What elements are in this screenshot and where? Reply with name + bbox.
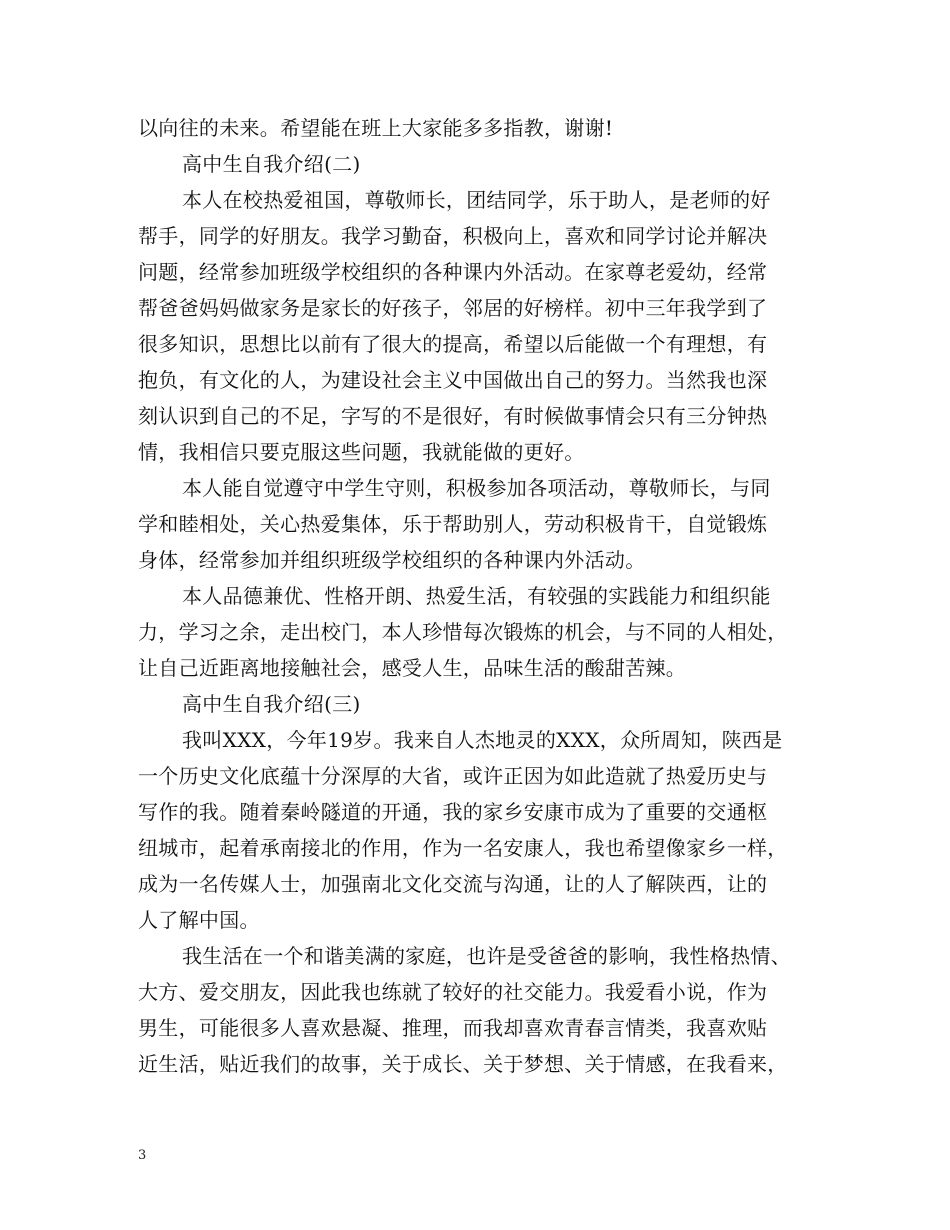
text-line: 力，学习之余，走出校门，本人珍惜每次锻炼的机会，与不同的人相处， bbox=[138, 620, 788, 644]
text-line: 很多知识，思想比以前有了很大的提高，希望以后能做一个有理想，有 bbox=[138, 332, 768, 356]
text-line: 一个历史文化底蕴十分深厚的大省，或许正因为如此造就了热爱历史与 bbox=[138, 764, 768, 788]
text-line: 大方、爱交朋友，因此我也练就了较好的社交能力。我爱看小说，作为 bbox=[138, 980, 768, 1004]
text-line: 男生，可能很多人喜欢悬凝、推理，而我却喜欢青春言情类，我喜欢贴 bbox=[138, 1016, 768, 1040]
text-line: 我生活在一个和谐美满的家庭，也许是受爸爸的影响，我性格热情、 bbox=[182, 944, 791, 968]
text-line: 成为一名传媒人士，加强南北文化交流与沟通，让的人了解陕西，让的 bbox=[138, 872, 768, 896]
text-line: 本人能自觉遵守中学生守则，积极参加各项活动，尊敬师长，与同 bbox=[182, 476, 771, 500]
text-line: 情，我相信只要克服这些问题，我就能做的更好。 bbox=[138, 440, 585, 464]
text-line: 问题，经常参加班级学校组织的各种课内外活动。在家尊老爱幼，经常 bbox=[138, 260, 768, 284]
text-line: 本人在校热爱祖国，尊敬师长，团结同学，乐于助人，是老师的好 bbox=[182, 188, 771, 212]
page-number: 3 bbox=[138, 1148, 147, 1163]
text-line: 我叫XXX，今年19岁。我来自人杰地灵的XXX，众所周知，陕西是 bbox=[182, 728, 783, 752]
text-line: 学和睦相处，关心热爱集体，乐于帮助别人，劳动积极肯干，自觉锻炼 bbox=[138, 512, 768, 536]
text-line: 身体，经常参加并组织班级学校组织的各种课内外活动。 bbox=[138, 548, 646, 572]
document-body bbox=[138, 110, 828, 1082]
text-line: 写作的我。随着秦岭隧道的开通，我的家乡安康市成为了重要的交通枢 bbox=[138, 800, 768, 824]
text-line: 让自己近距离地接触社会，感受人生，品味生活的酸甜苦辣。 bbox=[138, 656, 687, 680]
text-line: 本人品德兼优、性格开朗、热爱生活，有较强的实践能力和组织能 bbox=[182, 584, 771, 608]
text-line: 近生活，贴近我们的故事，关于成长、关于梦想、关于情感，在我看来， bbox=[138, 1052, 788, 1076]
section-heading: 高中生自我介绍(二) bbox=[182, 152, 361, 176]
text-line: 帮爸爸妈妈做家务是家长的好孩子，邻居的好榜样。初中三年我学到了 bbox=[138, 296, 768, 320]
text-line: 帮手，同学的好朋友。我学习勤奋，积极向上，喜欢和同学讨论并解决 bbox=[138, 224, 768, 248]
section-heading: 高中生自我介绍(三) bbox=[182, 692, 361, 716]
text-line: 抱负，有文化的人，为建设社会主义中国做出自己的努力。当然我也深 bbox=[138, 368, 768, 392]
text-line: 纽城市，起着承南接北的作用，作为一名安康人，我也希望像家乡一样， bbox=[138, 836, 788, 860]
text-line: 刻认识到自己的不足，字写的不是很好，有时候做事情会只有三分钟热 bbox=[138, 404, 768, 428]
text-line: 以向往的未来。希望能在班上大家能多多指教，谢谢! bbox=[138, 116, 614, 140]
text-line: 人了解中国。 bbox=[138, 908, 260, 932]
